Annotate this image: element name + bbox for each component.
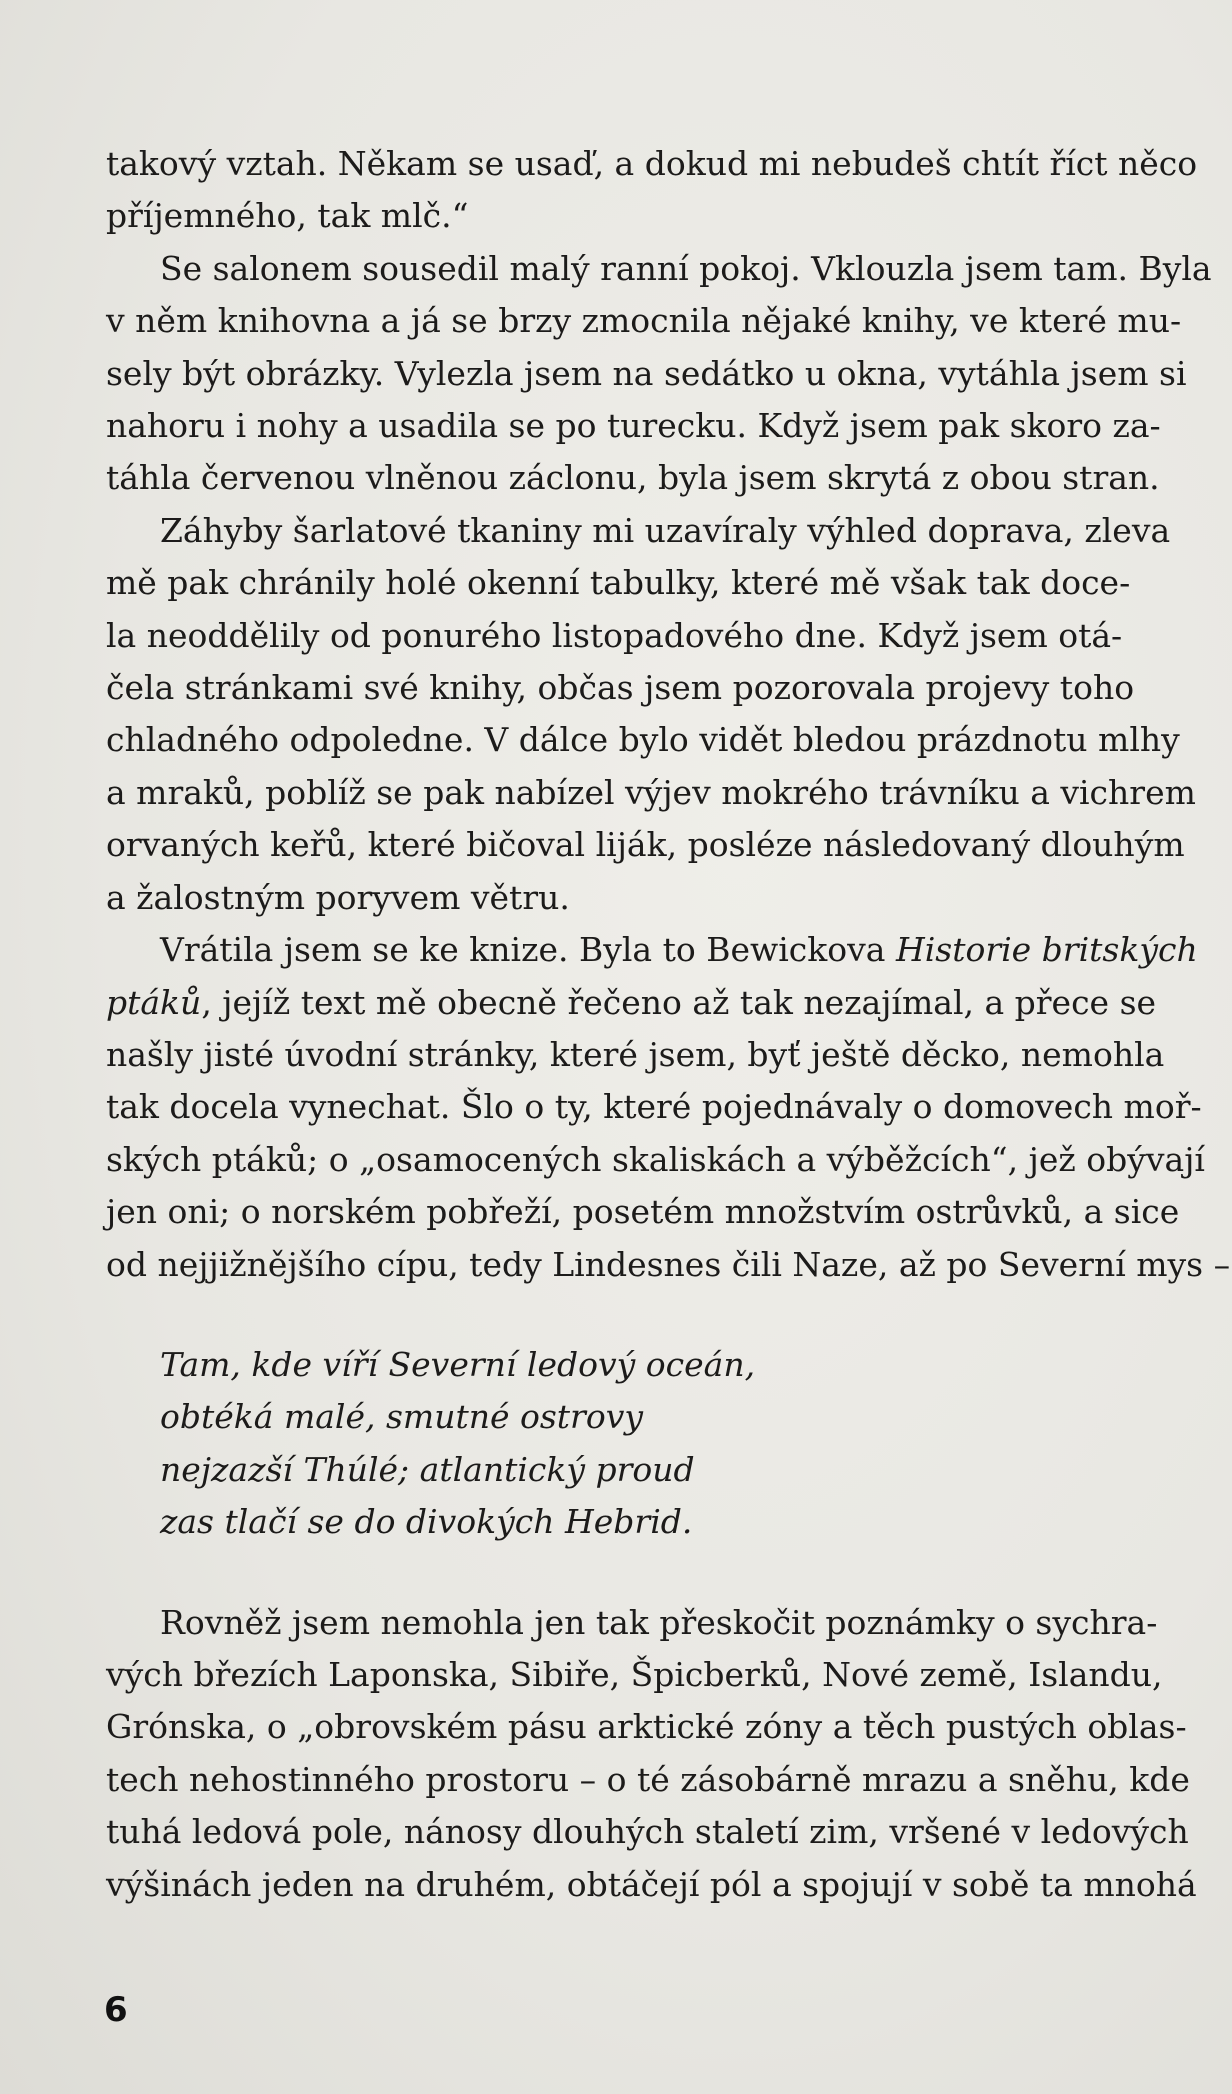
book-title-italic: ptáků bbox=[106, 982, 202, 1022]
text-line: Grónska, o „obrovském pásu arktické zóny a těch pustých oblas- bbox=[106, 1707, 1187, 1747]
text-line: v něm knihovna a já se brzy zmocnila nějaké knihy, ve které mu- bbox=[106, 301, 1182, 341]
text-line: výšinách jeden na druhém, obtáčejí pól a spojují v sobě ta mnohá bbox=[106, 1864, 1197, 1904]
paragraph-5 bbox=[106, 1597, 1197, 1911]
text-line bbox=[106, 924, 1198, 976]
text-line bbox=[106, 977, 1157, 1029]
text-line: tak docela vynechat. Šlo o ty, které pojednávaly o domovech moř- bbox=[106, 1087, 1202, 1127]
text-line: vých březích Laponska, Sibiře, Špicberků, Nové země, Islandu, bbox=[106, 1654, 1163, 1694]
text-line: jen oni; o norském pobřeží, posetém množstvím ostrůvků, a sice bbox=[106, 1192, 1180, 1232]
text-line: a žalostným poryvem větru. bbox=[106, 877, 570, 917]
text-line: a mraků, poblíž se pak nabízel výjev mokrého trávníku a vichrem bbox=[106, 772, 1196, 812]
text-line: Rovněž jsem nemohla jen tak přeskočit poznámky o sychra- bbox=[160, 1602, 1158, 1642]
text-line: orvaných keřů, které bičoval liják, posléze následovaný dlouhým bbox=[106, 825, 1185, 865]
text-line: tech nehostinného prostoru – o té zásobárně mrazu a sněhu, kde bbox=[106, 1759, 1190, 1799]
poem-line: nejzazší Thúlé; atlantický proud bbox=[160, 1449, 695, 1489]
text-run: Vrátila jsem se ke knize. Byla to Bewickova bbox=[160, 930, 896, 970]
text-line: takový vztah. Někam se usaď, a dokud mi nebudeš chtít říct něco bbox=[106, 144, 1198, 183]
page-number: 6 bbox=[104, 1990, 128, 2030]
poem-line: obtéká malé, smutné ostrovy bbox=[160, 1397, 643, 1437]
text-line: táhla červenou vlněnou záclonu, byla jsem skrytá z obou stran. bbox=[106, 458, 1160, 498]
book-title-italic: Historie britských bbox=[895, 930, 1198, 970]
text-line: tuhá ledová pole, nánosy dlouhých staletí zim, vršené v ledových bbox=[106, 1812, 1189, 1852]
text-line: mě pak chránily holé okenní tabulky, které mě však tak doce- bbox=[106, 563, 1131, 603]
text-line: sely být obrázky. Vylezla jsem na sedátko u okna, vytáhla jsem si bbox=[106, 353, 1187, 393]
text-line: našly jisté úvodní stránky, které jsem, byť ještě děcko, nemohla bbox=[106, 1034, 1165, 1074]
text-line: ských ptáků; o „osamocených skaliskách a výběžcích“, jež obývají bbox=[106, 1139, 1205, 1179]
text-line: příjemného, tak mlč.“ bbox=[106, 196, 469, 236]
poem-line: zas tlačí se do divokých Hebrid. bbox=[160, 1502, 693, 1542]
paragraph-2 bbox=[106, 243, 1212, 505]
page-body bbox=[106, 138, 1231, 1911]
poem-quote bbox=[160, 1339, 1118, 1549]
text-line: nahoru i nohy a usadila se po turecku. Když jsem pak skoro za- bbox=[106, 406, 1161, 446]
text-line: od nejjižnějšího cípu, tedy Lindesnes čili Naze, až po Severní mys – bbox=[106, 1244, 1231, 1284]
text-run: , jejíž text mě obecně řečeno až tak nezajímal, a přece se bbox=[201, 982, 1157, 1022]
paragraph-3 bbox=[106, 505, 1196, 924]
poem-line: Tam, kde víří Severní ledový oceán, bbox=[160, 1344, 756, 1384]
text-line: Se salonem sousedil malý ranní pokoj. Vklouzla jsem tam. Byla bbox=[160, 248, 1212, 288]
text-line: čela stránkami své knihy, občas jsem pozorovala projevy toho bbox=[106, 668, 1135, 708]
paragraph-4 bbox=[106, 924, 1231, 1291]
text-line: la neoddělily od ponurého listopadového dne. Když jsem otá- bbox=[106, 615, 1123, 655]
text-line: Záhyby šarlatové tkaniny mi uzavíraly výhled doprava, zleva bbox=[160, 510, 1171, 550]
text-line: chladného odpoledne. V dálce bylo vidět bledou prázdnotu mlhy bbox=[106, 720, 1180, 760]
paragraph-1 bbox=[106, 138, 1198, 243]
